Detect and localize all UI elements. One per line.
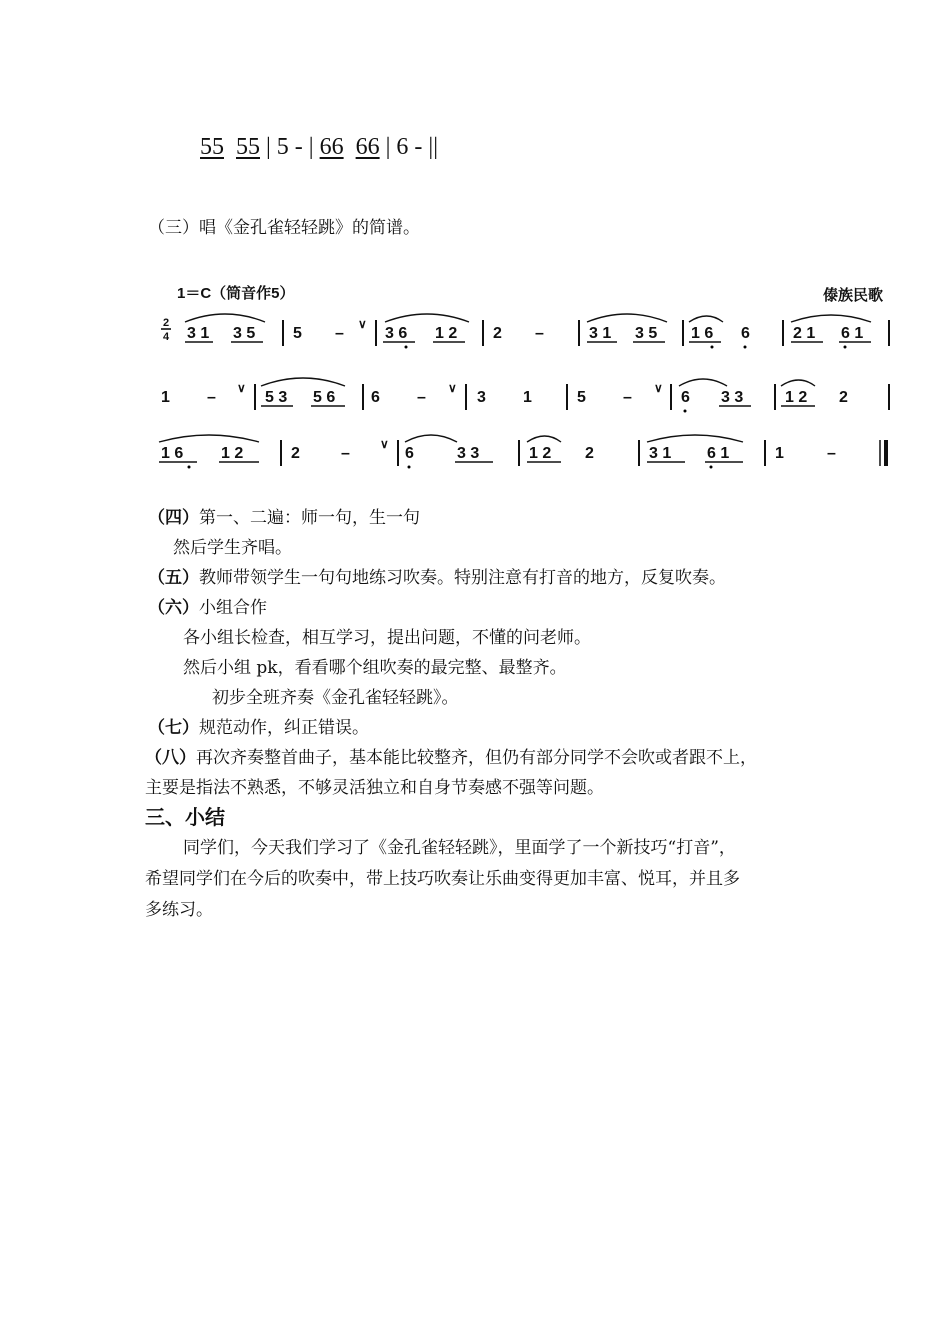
note-group: 3 3 [721, 389, 744, 406]
note-group: – [341, 445, 350, 462]
score-origin: 傣族民歌 [823, 287, 884, 304]
octave-dot [684, 410, 687, 413]
time-sig-bottom: 4 [163, 331, 170, 343]
step-line [148, 593, 267, 618]
note-group: 3 3 [457, 445, 480, 462]
note-group: 1 [523, 389, 532, 406]
octave-dot [405, 346, 408, 349]
time-sig-top: 2 [163, 317, 170, 329]
note-group: 2 1 [793, 325, 816, 342]
slur [185, 314, 265, 322]
breath-mark: ∨ [358, 317, 367, 331]
note-group: 6 [741, 325, 750, 342]
note-group: 3 1 [589, 325, 612, 342]
rhythm-segment: | 6 - || [379, 134, 439, 160]
slur [791, 315, 871, 322]
step-line: 初步全班齐奏《金孔雀轻轻跳》。 [212, 688, 459, 708]
rhythm-group: 55 [200, 134, 224, 160]
octave-dot [844, 346, 847, 349]
step-label: （六） [148, 598, 199, 618]
rhythm-segment: | 5 - | [260, 134, 320, 160]
note-group: 6 1 [707, 445, 730, 462]
note-group: 5 [577, 389, 586, 406]
slur [261, 378, 345, 386]
breath-mark: ∨ [654, 381, 663, 395]
note-group: 3 5 [635, 325, 658, 342]
note-group: 2 [839, 389, 848, 406]
step-text: 小组合作 [199, 598, 267, 618]
octave-dot [188, 466, 191, 469]
note-group: 2 [585, 445, 594, 462]
slur [679, 379, 727, 386]
step-line [148, 713, 369, 738]
breath-mark: ∨ [380, 437, 389, 451]
breath-mark: ∨ [237, 381, 246, 395]
slur [647, 435, 743, 442]
note-group: – [623, 389, 632, 406]
note-group: 1 2 [785, 389, 808, 406]
step-text: 教师带领学生一句句地练习吹奏。特别注意有打音的地方，反复吹奏。 [199, 568, 726, 588]
step-text: 再次齐奏整首曲子，基本能比较整齐，但仍有部分同学不会吹或者跟不上， [196, 748, 757, 768]
note-group: – [417, 389, 426, 406]
note-group: 1 2 [529, 445, 552, 462]
note-group: 3 5 [233, 325, 256, 342]
step-line: 然后学生齐唱。 [173, 538, 292, 558]
step-line: 主要是指法不熟悉，不够灵活独立和自身节奏感不强等问题。 [145, 778, 604, 798]
score-key: 1＝C（筒音作5） [177, 285, 295, 302]
note-group: 3 1 [649, 445, 672, 462]
summary-line: 多练习。 [145, 900, 213, 920]
note-group: – [827, 445, 836, 462]
note-group: – [335, 325, 344, 342]
note-group: 5 3 [265, 389, 288, 406]
step-line [148, 563, 726, 588]
jianpu-score [155, 270, 895, 480]
step-line: 然后小组 pk，看看哪个组吹奏的最完整、最整齐。 [183, 658, 567, 678]
step-label: （五） [148, 568, 199, 588]
slur [689, 316, 723, 322]
summary-line: 同学们，今天我们学习了《金孔雀轻轻跳》，里面学了一个新技巧“打音”， [183, 838, 736, 858]
slur [527, 436, 561, 442]
note-group: 3 1 [187, 325, 210, 342]
step-line [148, 503, 420, 528]
score-svg [155, 270, 895, 480]
slur [587, 314, 667, 322]
octave-dot [710, 466, 713, 469]
octave-dot [744, 346, 747, 349]
note-group: 2 [291, 445, 300, 462]
rhythm-group: 66 [355, 134, 380, 160]
note-group: 1 6 [161, 445, 184, 462]
step-line: 各小组长检查，相互学习，提出问题，不懂的问老师。 [183, 628, 591, 648]
step-label: （四） [148, 508, 199, 528]
note-group: – [207, 389, 216, 406]
slur [781, 380, 815, 386]
score-row-1 [185, 314, 889, 349]
octave-dot [408, 466, 411, 469]
note-group: 6 [681, 389, 690, 406]
note-group: 6 [405, 445, 414, 462]
step-label: （七） [148, 718, 199, 738]
octave-dot [711, 346, 714, 349]
rhythm-line [200, 134, 438, 161]
note-group: 5 [293, 325, 302, 342]
summary-heading: 三、小结 [145, 805, 225, 829]
rhythm-group: 66 [319, 134, 344, 160]
step-text: 规范动作，纠正错误。 [199, 718, 369, 738]
note-group: 1 [775, 445, 784, 462]
note-group: 6 [371, 389, 380, 406]
summary-line: 希望同学们在今后的吹奏中，带上技巧吹奏让乐曲变得更加丰富、悦耳，并且多 [145, 869, 740, 889]
slur [159, 435, 259, 442]
slur [405, 435, 457, 442]
note-group: 3 [477, 389, 486, 406]
slur [385, 314, 469, 322]
step-text: 第一、二遍：师一句，生一句 [199, 508, 420, 528]
note-group: – [535, 325, 544, 342]
breath-mark: ∨ [448, 381, 457, 395]
step-line [145, 743, 757, 768]
score-row-2 [161, 378, 889, 413]
note-group: 1 2 [435, 325, 458, 342]
note-group: 1 2 [221, 445, 244, 462]
score-row-3 [159, 435, 886, 469]
rhythm-group: 55 [236, 134, 260, 160]
note-group: 2 [493, 325, 502, 342]
note-group: 1 6 [691, 325, 714, 342]
note-group: 1 [161, 389, 170, 406]
note-group: 3 6 [385, 325, 408, 342]
note-group: 5 6 [313, 389, 336, 406]
step-label: （八） [145, 748, 196, 768]
note-group: 6 1 [841, 325, 864, 342]
section-3-line: （三）唱《金孔雀轻轻跳》的简谱。 [148, 218, 420, 238]
